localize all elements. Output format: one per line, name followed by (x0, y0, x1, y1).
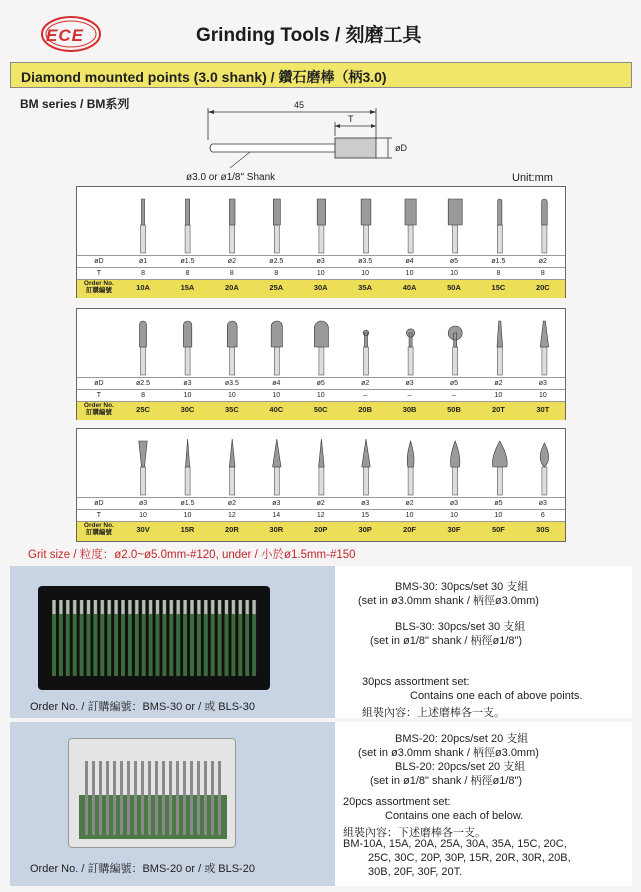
t-cell: 10 (361, 270, 370, 277)
order-cell: 25A (269, 283, 284, 292)
d-cell: ø5 (449, 380, 459, 387)
order-row: Order No. 訂購編號 10A 15A 20A 25A 30A 35A 40A 50A 15C 20C (77, 279, 565, 298)
set-30-assortment: 30pcs assortment set: (362, 676, 470, 688)
order-cell: 30B (402, 405, 417, 414)
d-cell: ø4 (272, 380, 281, 387)
set-20-panel (10, 722, 632, 886)
set-20-point (197, 761, 200, 835)
order-cell: 20F (403, 525, 417, 534)
bms-20-case-photo (68, 738, 236, 848)
t-cell: 8 (229, 270, 234, 277)
d-cell: ø3 (316, 258, 325, 265)
series-label: BM series / BM系列 (20, 97, 130, 111)
t-cell: 10 (405, 270, 414, 277)
tool-dimension-diagram (190, 100, 430, 175)
d-cell: ø3 (138, 500, 148, 507)
t-cell: 15 (361, 512, 370, 519)
t-cell: 12 (227, 512, 236, 519)
set-30-contents-zh: 組裝內容：上述磨棒各一支。 (362, 707, 505, 719)
set-20-list-1: BM-10A, 15A, 20A, 25A, 30A, 35A, 15C, 20C, (343, 838, 567, 850)
t-cell: 8 (141, 392, 145, 399)
order-cell: 30S (536, 525, 550, 534)
tool-point-30V (139, 441, 147, 495)
tool-point-30T (540, 321, 548, 375)
t-cell: 10 (450, 512, 458, 519)
tool-point-20A (229, 199, 235, 253)
d-cell: ø3 (449, 500, 459, 507)
set-20-point (183, 761, 186, 835)
order-row: Order No. 訂購編號 30V 15R 20R 30R 20P 30P 20F 30F 50F 30S (77, 521, 565, 541)
bms-20-title: BMS-20: 20pcs/set 20 支組 (395, 733, 529, 745)
unit-label: Unit:mm (512, 172, 553, 184)
tool-point-15C (497, 199, 502, 253)
order-cell: 50C (313, 405, 328, 414)
t-cell: 8 (496, 270, 501, 277)
set-20-point (106, 761, 109, 835)
tool-point-25C (140, 321, 147, 375)
d-cell: ø3 (361, 500, 370, 507)
t-cell: – (363, 392, 368, 399)
order-cell: 30F (447, 525, 461, 534)
set-20-point (120, 761, 123, 835)
tool-point-30R (273, 439, 281, 495)
t-cell: 8 (185, 270, 190, 277)
spec-table-3 (76, 428, 566, 542)
bls-20-title: BLS-20: 20pcs/set 20 支組 (395, 761, 526, 773)
tool-point-10A (141, 199, 146, 253)
set-20-point (113, 761, 116, 835)
tool-point-30B (406, 329, 414, 375)
order-cell: 35A (358, 283, 373, 292)
set-30-contents: Contains one each of above points. (410, 690, 583, 702)
tool-point-20T (497, 321, 503, 375)
order-cell: 30C (180, 405, 195, 414)
tool-illustrations (77, 429, 567, 501)
tool-point-20R (229, 439, 235, 495)
t-dimension: T (348, 114, 354, 124)
section-title-bar (10, 62, 632, 88)
t-cell: 14 (272, 512, 281, 519)
d-cell: ø3.5 (358, 258, 373, 265)
d-cell: ø2.5 (136, 380, 151, 387)
d-cell: ø1 (138, 258, 148, 265)
t-cell: 10 (494, 392, 503, 399)
t-cell: 10 (494, 512, 503, 519)
t-cell: – (452, 392, 456, 399)
tool-point-50F (492, 441, 507, 495)
order-cell: 20A (225, 283, 239, 292)
d-row: øD ø1 ø1.5 ø2 ø2.5 ø3 ø3.5 ø4 ø5 ø1.5 ø2 (77, 255, 565, 267)
set-20-order-no: Order No. / 訂購編號：BMS-20 or / 或 BLS-20 (30, 863, 255, 875)
tool-point-50C (314, 321, 328, 375)
t-cell: 8 (141, 270, 145, 277)
logo-text: ECE (46, 26, 84, 45)
tool-illustrations (77, 309, 567, 381)
d-cell: ø2 (538, 258, 547, 265)
t-cell: 8 (274, 270, 279, 277)
tool-point-30F (451, 441, 460, 495)
tool-point-20B (363, 330, 369, 375)
d-cell: ø2 (227, 258, 236, 265)
set-20-point (204, 761, 207, 835)
d-cell: ø3 (538, 380, 547, 387)
d-row: øD ø2.5 ø3 ø3.5 ø4 ø5 ø2 ø3 ø5 ø2 ø3 (77, 377, 565, 389)
d-cell: ø2.5 (269, 258, 284, 265)
grit-size-note: Grit size / 粒度：ø2.0~ø5.0mm-#120, under / 小於ø1.5mm-#150 (28, 549, 356, 561)
t-cell: 10 (183, 512, 192, 519)
order-cell: 25C (136, 405, 150, 414)
d-cell: ø3 (272, 500, 281, 507)
set-20-point (169, 761, 172, 835)
d-cell: ø3.5 (224, 380, 239, 387)
d-cell: ø4 (405, 258, 414, 265)
tool-point-30A (317, 199, 325, 253)
set-20-point (127, 761, 130, 835)
t-cell: 8 (540, 270, 545, 277)
t-cell: 10 (316, 392, 325, 399)
t-row: T 8 8 8 8 10 10 10 10 8 8 (77, 267, 565, 279)
set-20-point (218, 761, 221, 835)
set-20-point (190, 761, 193, 835)
set-20-point (211, 761, 214, 835)
t-cell: 10 (316, 270, 325, 277)
bms-30-shank: (set in ø3.0mm shank / 柄徑ø3.0mm) (358, 595, 539, 607)
set-20-point (92, 761, 95, 835)
t-cell: 6 (540, 512, 545, 519)
order-cell: 15A (180, 283, 195, 292)
t-cell: 10 (272, 392, 281, 399)
tool-point-20P (319, 439, 325, 495)
d-cell: ø3 (538, 500, 547, 507)
set-20-point (155, 761, 158, 835)
tool-point-40C (271, 321, 282, 375)
order-cell: 20T (491, 405, 505, 414)
tool-point-40A (405, 199, 416, 253)
d-cell: ø2 (361, 380, 370, 387)
shank-label: ø3.0 or ø1/8" Shank (186, 172, 276, 183)
d-cell: ø2 (494, 380, 503, 387)
set-20-list-2: 25C, 30C, 20P, 30P, 15R, 20R, 30R, 20B, (368, 852, 571, 864)
d-cell: ø1.5 (491, 258, 506, 265)
tool-point-50B (448, 326, 462, 375)
t-row: T 8 10 10 10 10 – – – 10 10 (77, 389, 565, 401)
set-20-list-3: 30B, 20F, 30F, 20T. (368, 866, 463, 878)
d-cell: ø2 (405, 500, 414, 507)
order-cell: 15R (180, 525, 195, 534)
order-cell: 50F (491, 525, 505, 534)
d-cell: ø5 (449, 258, 459, 265)
d-cell: ø1.5 (180, 500, 195, 507)
tool-point-30P (362, 439, 370, 495)
order-cell: 20B (358, 405, 373, 414)
tool-point-35C (227, 321, 237, 375)
order-cell: 20C (535, 283, 550, 292)
d-row: øD ø3 ø1.5 ø2 ø3 ø2 ø3 ø2 ø3 ø5 ø3 (77, 497, 565, 509)
tool-point-30S (540, 443, 548, 495)
d-cell: ø1.5 (180, 258, 195, 265)
length-dimension: 45 (294, 100, 305, 110)
d-cell: ø5 (316, 380, 325, 387)
d-cell: ø2 (227, 500, 236, 507)
set-30-panel (10, 566, 632, 718)
tool-point-15A (185, 199, 190, 253)
tool-illustrations (77, 187, 567, 259)
order-cell: 30R (269, 525, 284, 534)
t-cell: 10 (139, 512, 147, 519)
order-row: Order No. 訂購編號 25C 30C 35C 40C 50C 20B 30B 50B 20T 30T (77, 401, 565, 420)
d-dimension: øD (395, 143, 407, 153)
set-20-point (176, 761, 179, 835)
d-cell: ø3 (405, 380, 414, 387)
tool-point-20F (407, 441, 414, 495)
tool-point-35A (361, 199, 371, 253)
t-cell: 10 (538, 392, 547, 399)
order-cell: 30P (358, 525, 372, 534)
order-cell: 30A (313, 283, 328, 292)
t-cell: 10 (227, 392, 236, 399)
spec-table-1 (76, 186, 566, 298)
page-title: Grinding Tools / 刻磨工具 (196, 25, 422, 46)
t-cell: – (407, 392, 412, 399)
order-cell: 30V (136, 525, 150, 534)
tool-point-25A (273, 199, 280, 253)
order-cell: 50B (447, 405, 461, 414)
d-cell: ø5 (494, 500, 503, 507)
set-20-point (141, 761, 144, 835)
order-cell: 50A (447, 283, 461, 292)
order-cell: 15C (491, 283, 506, 292)
order-cell: 20R (225, 525, 239, 534)
set-20-point (85, 761, 88, 835)
spec-table-2 (76, 308, 566, 420)
t-cell: 10 (183, 392, 192, 399)
set-20-point (148, 761, 151, 835)
set-20-contents-zh: 組裝內容：下述磨棒各一支。 (343, 827, 486, 839)
order-cell: 30T (536, 405, 550, 414)
order-cell: 40A (402, 283, 417, 292)
order-cell: 10A (136, 283, 150, 292)
t-cell: 10 (405, 512, 414, 519)
tool-point-30C (183, 321, 191, 375)
order-cell: 40C (269, 405, 284, 414)
tool-point-50A (448, 199, 462, 253)
set-20-point (99, 761, 102, 835)
section-title: Diamond mounted points (3.0 shank) / 鑽石磨棒（柄3.0) (21, 69, 387, 85)
set-30-order-no: Order No. / 訂購編號：BMS-30 or / 或 BLS-30 (30, 701, 255, 713)
bls-30-title: BLS-30: 30pcs/set 30 支組 (395, 621, 526, 633)
bls-30-shank: (set in ø1/8" shank / 柄徑ø1/8") (370, 635, 523, 647)
t-cell: 10 (450, 270, 458, 277)
tool-point-15R (185, 439, 190, 495)
t-row: T 10 10 12 14 12 15 10 10 10 6 (77, 509, 565, 521)
d-cell: ø2 (316, 500, 325, 507)
t-cell: 12 (316, 512, 325, 519)
bms-30-case-photo (38, 586, 270, 690)
set-20-point (134, 761, 137, 835)
order-cell: 35C (225, 405, 239, 414)
set-20-contents: Contains one each of below. (385, 810, 524, 822)
set-20-assortment: 20pcs assortment set: (343, 796, 451, 808)
tool-point-20C (542, 199, 548, 253)
bms-20-shank: (set in ø3.0mm shank / 柄徑ø3.0mm) (358, 747, 539, 759)
bms-30-title: BMS-30: 30pcs/set 30 支組 (395, 581, 529, 593)
order-cell: 20P (314, 525, 328, 534)
set-20-point (162, 761, 165, 835)
d-cell: ø3 (183, 380, 192, 387)
bls-20-shank: (set in ø1/8" shank / 柄徑ø1/8") (370, 775, 523, 787)
